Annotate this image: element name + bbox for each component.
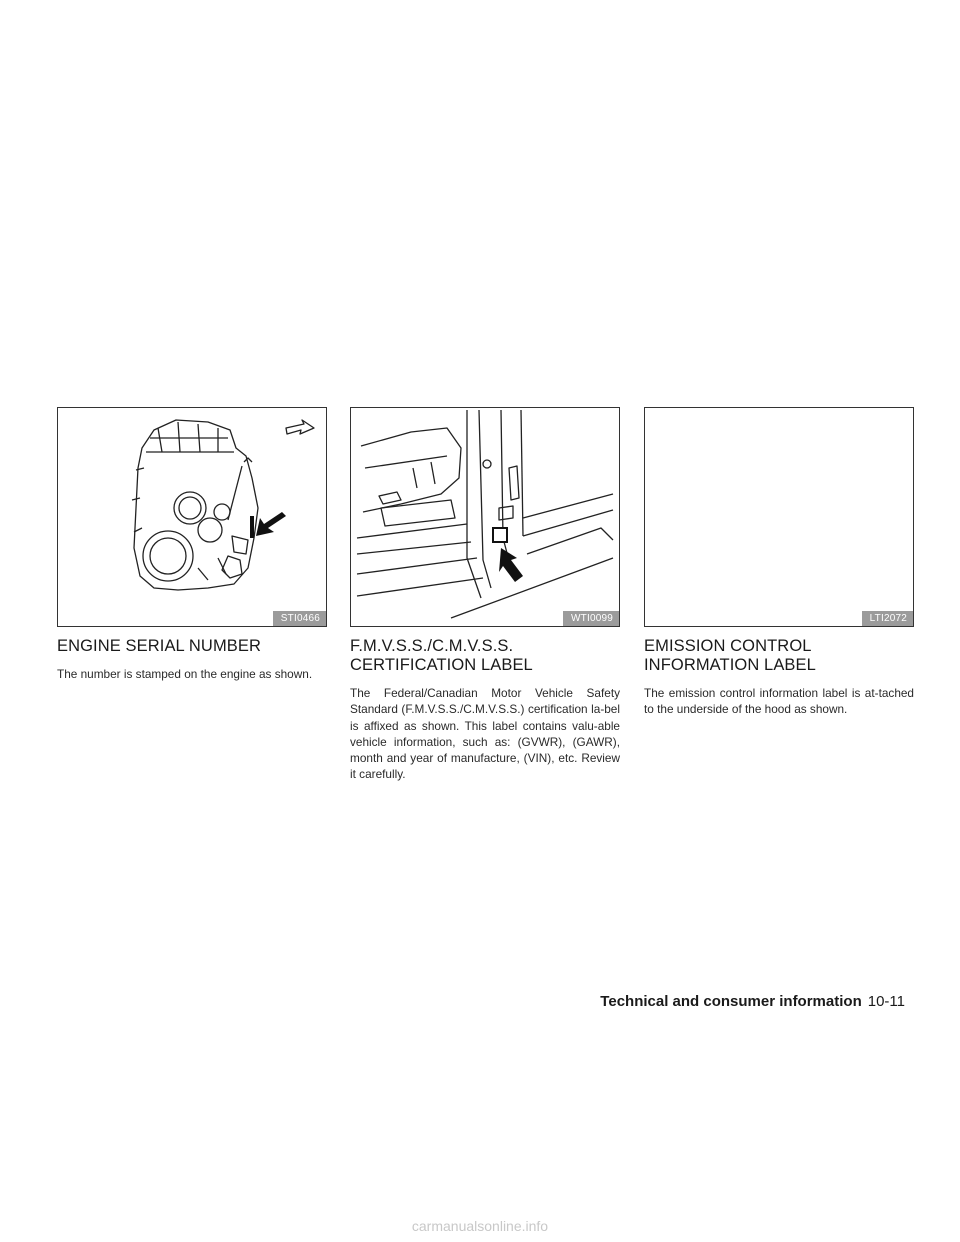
section-heading: F.M.V.S.S./C.M.V.S.S. CERTIFICATION LABEL — [350, 637, 533, 674]
figure-code: WTI0099 — [563, 611, 619, 626]
section-heading: ENGINE SERIAL NUMBER — [57, 637, 262, 655]
section-heading: EMISSION CONTROL INFORMATION LABEL — [644, 637, 816, 674]
figure-code: STI0466 — [273, 611, 326, 626]
engine-drawing — [58, 408, 326, 626]
footer-section-title: Technical and consumer information — [600, 993, 862, 1010]
figure-code: LTI2072 — [862, 611, 913, 626]
watermark: carmanualsonline.info — [411, 1218, 549, 1234]
section-body: The Federal/Canadian Motor Vehicle Safety Standard (F.M.V.S.S./C.M.V.S.S.) certification la-bel is affixed as shown. This label contains valu-able vehicle information, such as: (GVWR), (GAWR), month and year of manufacture, (VIN), etc. Review it carefully. — [350, 686, 620, 782]
column-emission-label — [644, 407, 914, 718]
column-engine-serial — [57, 407, 327, 682]
door-pillar-illustration — [350, 407, 620, 627]
door-pillar-drawing — [351, 408, 619, 626]
page-number: 10-11 — [867, 993, 905, 1010]
section-body: The emission control information label is at-tached to the underside of the hood as shown. — [644, 686, 914, 717]
section-body: The number is stamped on the engine as shown. — [57, 667, 313, 681]
engine-illustration — [57, 407, 327, 627]
hood-illustration-blank — [644, 407, 914, 627]
page-footer — [600, 993, 905, 1010]
column-certification-label — [350, 407, 620, 783]
